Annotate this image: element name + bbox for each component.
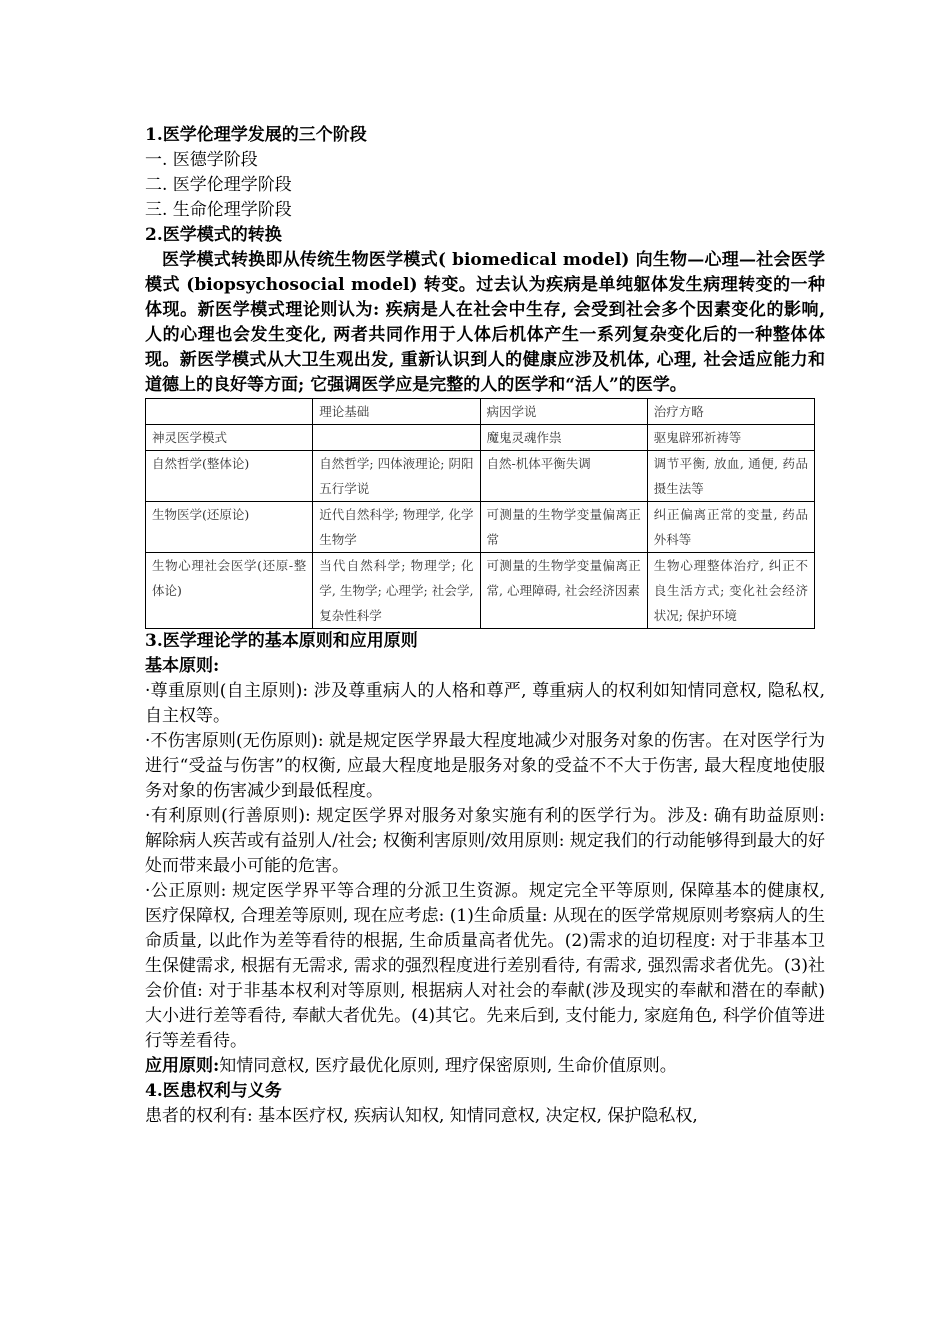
patient-rights-text: 患者的权利有: 基本医疗权, 疾病认知权, 知情同意权, 决定权, 保护隐私权, xyxy=(145,1106,698,1126)
table-row xyxy=(146,425,815,451)
medical-model-table xyxy=(145,398,815,629)
table-cell: 自然哲学(整体论) xyxy=(146,451,313,502)
stage-item-1: 一. 医德学阶段 xyxy=(145,150,258,170)
medical-model-paragraph: 医学模式转换即从传统生物医学模式( biomedical model) 向生物—心理—社会医学模式 (biopsychosocial model) 转变。过去认为疾病是单纯躯体发生病理转变的一种体现。新医学模式理论则认为: 疾病是人在社会中生存, 会受到社会多个因素变化的影响, 人的心理也会发生变化, 两者共同作用于人体后机体产生一系列复杂变化后的一种整体体现。新医学模式从大卫生观出发, 重新认识到人的健康应涉及机体, 心理, 社会适应能力和道德上的良好等方面; 它强调医学应是完整的人的医学和“活人”的医学。 xyxy=(145,250,825,395)
section-2-heading: 2.医学模式的转换 xyxy=(145,225,282,245)
table-cell: 可测量的生物学变量偏离正常, 心理障碍, 社会经济因素 xyxy=(480,553,647,629)
section-1-heading: 1.医学伦理学发展的三个阶段 xyxy=(145,125,367,145)
table-cell: 生物心理整体治疗, 纠正不良生活方式; 变化社会经济状况; 保护环境 xyxy=(647,553,814,629)
table-cell: 生物医学(还原论) xyxy=(146,502,313,553)
principle-non-maleficence: ·不伤害原则(无伤原则): 就是规定医学界最大程度地减少对服务对象的伤害。在对医学行为进行“受益与伤害”的权衡, 应最大程度地是服务对象的受益不不大于伤害, 最大程度地使服务对象的伤害减少到最低程度。 xyxy=(145,731,825,801)
principle-justice: ·公正原则: 规定医学界平等合理的分派卫生资源。规定完全平等原则, 保障基本的健康权, 医疗保障权, 合理差等原则, 现在应考虑: (1)生命质量: 从现在的医学常规原则考察病人的生命质量, 以此作为差等看待的根据, 生命质量高者优先。(2)需求的迫切程度: 对于非基本卫生保健需求, 根据有无需求, 需求的强烈程度进行差别看待, 有需求, 强烈需求者优先。(3)社会价值: 对于非基本权利对等原则, 根据病人对社会的奉献(涉及现实的奉献和潜在的奉献)大小进行差等看待, 奉献大者优先。(4)其它。先来后到, 支付能力, 家庭角色, 科学价值等进行等差看待。 xyxy=(145,881,825,1051)
table-cell: 魔鬼灵魂作祟 xyxy=(480,425,647,451)
applied-principles-line xyxy=(145,1054,825,1079)
stage-item-2: 二. 医学伦理学阶段 xyxy=(145,175,292,195)
table-row xyxy=(146,553,815,629)
table-cell: 纠正偏离正常的变量, 药品外科等 xyxy=(647,502,814,553)
table-row xyxy=(146,451,815,502)
table-header-cell: 病因学说 xyxy=(480,399,647,425)
table-cell: 当代自然科学; 物理学; 化学, 生物学; 心理学; 社会学, 复杂性科学 xyxy=(313,553,480,629)
applied-principles-text: 知情同意权, 医疗最优化原则, 理疗保密原则, 生命价值原则。 xyxy=(219,1056,677,1076)
applied-principles-label: 应用原则: xyxy=(145,1056,220,1076)
table-cell: 可测量的生物学变量偏离正常 xyxy=(480,502,647,553)
table-cell: 近代自然科学; 物理学, 化学生物学 xyxy=(313,502,480,553)
table-cell: 驱鬼辟邪祈祷等 xyxy=(647,425,814,451)
table-cell xyxy=(313,425,480,451)
section-4-heading: 4.医患权利与义务 xyxy=(145,1081,282,1101)
table-cell: 自然-机体平衡失调 xyxy=(480,451,647,502)
table-cell: 自然哲学; 四体液理论; 阴阳五行学说 xyxy=(313,451,480,502)
table-header-cell: 治疗方略 xyxy=(647,399,814,425)
section-3-heading: 3.医学理论学的基本原则和应用原则 xyxy=(145,631,418,651)
stage-item-3: 三. 生命伦理学阶段 xyxy=(145,200,292,220)
table-header-cell: 理论基础 xyxy=(313,399,480,425)
table-header-cell xyxy=(146,399,313,425)
table-cell: 生物心理社会医学(还原-整体论) xyxy=(146,553,313,629)
table-cell: 神灵医学模式 xyxy=(146,425,313,451)
table-cell: 调节平衡, 放血, 通便, 药品摄生法等 xyxy=(647,451,814,502)
basic-principles-label: 基本原则: xyxy=(145,656,220,676)
document-page xyxy=(145,123,825,1129)
principle-beneficence: ·有利原则(行善原则): 规定医学界对服务对象实施有利的医学行为。涉及: 确有助益原则: 解除病人疾苦或有益别人/社会; 权衡利害原则/效用原则: 规定我们的行动能够得到最大的好处而带来最小可能的危害。 xyxy=(145,806,825,876)
principle-respect: ·尊重原则(自主原则): 涉及尊重病人的人格和尊严, 尊重病人的权利如知情同意权, 隐私权, 自主权等。 xyxy=(145,681,825,726)
table-row xyxy=(146,502,815,553)
table-header-row xyxy=(146,399,815,425)
